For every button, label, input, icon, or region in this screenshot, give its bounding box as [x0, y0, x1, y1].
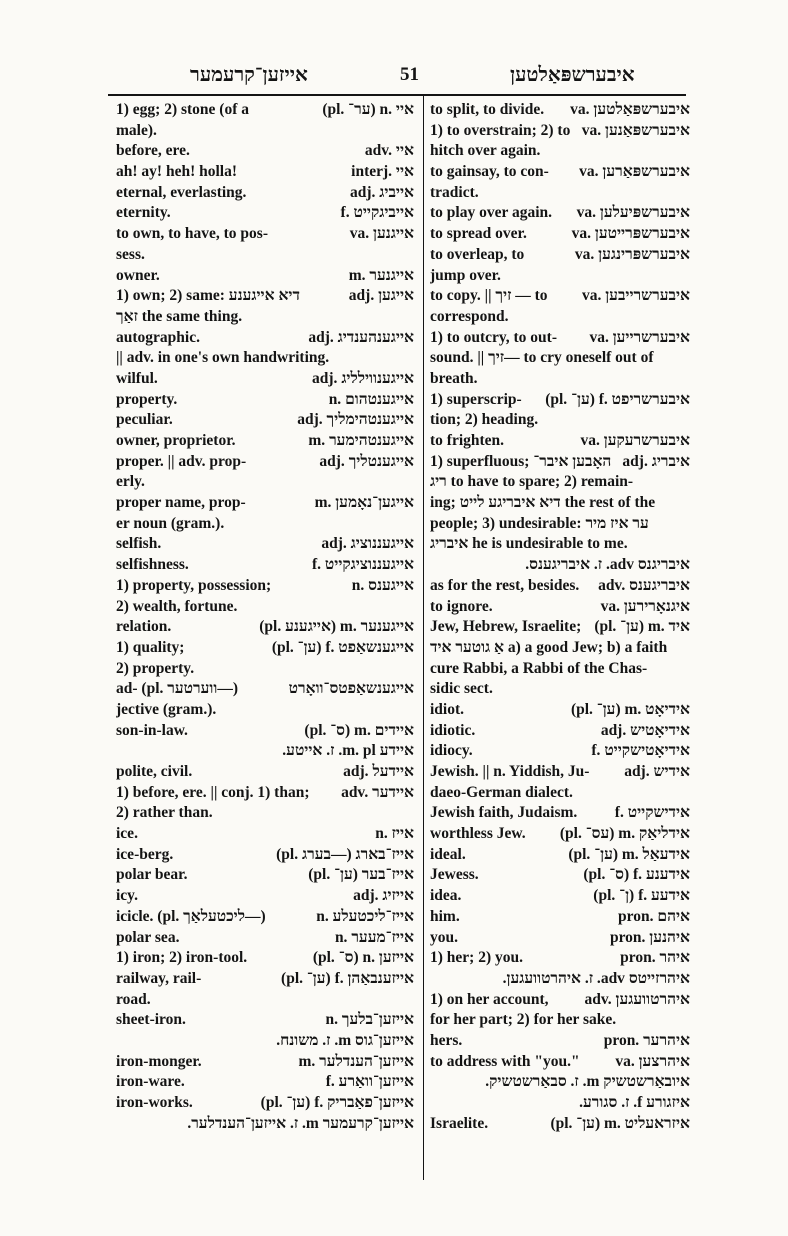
entry-line: [430, 659, 690, 680]
entry-line: [430, 307, 690, 328]
definition-text: 1) own; 2) same: דיא אייגענע: [116, 287, 300, 305]
headword: n. אייגענטהום: [328, 390, 414, 408]
definition-text: property.: [116, 390, 178, 408]
entry-line: [430, 1093, 690, 1114]
headword: (pl. ס־) f. אידענע: [583, 866, 690, 884]
definition-text: selfishness.: [116, 556, 189, 574]
entry-line: [430, 886, 690, 907]
definition-text: 2) property.: [116, 659, 195, 677]
right-column: [430, 100, 690, 1134]
entry-line: [116, 452, 414, 473]
headword: (pl. ן־) f. אידעע: [593, 887, 690, 905]
definition-text: to overleap, to: [430, 245, 525, 263]
entry-line: [116, 286, 414, 307]
entry-line: [116, 121, 414, 142]
definition-text: icicle. (pl. ליכטעלאַך—): [116, 907, 266, 925]
entry-line: [116, 1072, 414, 1093]
guide-word-left: אייזען־קרעמער: [190, 64, 308, 86]
headword: m. אייגענטהימער: [308, 432, 414, 449]
entry-line: [430, 721, 690, 742]
entry-line: [430, 452, 690, 473]
definition-text: 1) superscrip-: [430, 390, 522, 408]
headword: adv. איבריגענס: [598, 576, 690, 594]
definition-text: him.: [430, 907, 460, 925]
definition-text: proper name, prop-: [116, 494, 246, 512]
definition-text: Jewish faith, Judaism.: [430, 804, 578, 822]
headword-crossref: אייזען־גוס m. ז. משונח.: [276, 1031, 414, 1049]
entry-line: [430, 1031, 690, 1052]
definition-text: er noun (gram.).: [116, 514, 225, 532]
definition-text: to address with "you.": [430, 1052, 580, 1070]
headword: (pl. בערג—) אייז־בארג: [276, 845, 414, 863]
entry-line: [116, 203, 414, 224]
definition-text: tradict.: [430, 183, 479, 201]
definition-text: tion; 2) heading.: [430, 411, 539, 429]
headword: m. אייזען־הענדלער: [298, 1052, 414, 1070]
headword: (pl. ער־) n. איי: [322, 101, 414, 118]
entry-line: [430, 783, 690, 804]
entry-line: [430, 390, 690, 411]
definition-text: breath.: [430, 369, 478, 387]
definition-text: sound. || זיך— to cry oneself out of: [430, 349, 654, 367]
definition-text: to copy. || זיך — to: [430, 287, 548, 305]
definition-text: ice.: [116, 825, 138, 843]
entry-line: [116, 659, 414, 680]
entry-line: [116, 886, 414, 907]
headword: (pl. ען־) m. אידעאַל: [568, 845, 690, 863]
entry-line: [116, 721, 414, 742]
entry-line: [430, 514, 690, 535]
definition-text: ריג to have to spare; 2) remain-: [430, 473, 634, 491]
entry-line: [430, 472, 690, 493]
entry-line: [430, 328, 690, 349]
headword: n. אייז: [375, 825, 414, 843]
definition-text: before, ere.: [116, 142, 190, 160]
definition-text: ad- (pl. ווערטער—): [116, 680, 238, 698]
headword: n. אייז־מעער: [334, 928, 414, 946]
headword: n. אייזען־בלעך: [325, 1011, 414, 1029]
entry-line: [116, 762, 414, 783]
entry-line: [430, 410, 690, 431]
definition-text: 1) to overstrain; 2) to: [430, 121, 571, 139]
entry-line: [116, 783, 414, 804]
entry-line: [116, 865, 414, 886]
entry-line: [430, 928, 690, 949]
headword: (pl. ען־) אייז־בער: [308, 866, 414, 884]
definition-text: ing; דיא איבריגע לייט the rest of the: [430, 494, 656, 512]
entry-line: [430, 762, 690, 783]
headword: adj. איידעל: [343, 763, 414, 780]
entry-line: [116, 224, 414, 245]
headword: adj. אייגענהענדיג: [308, 328, 414, 346]
definition-text: wilful.: [116, 369, 158, 387]
headword: (pl. ען־) m. אידיאָט: [570, 700, 690, 718]
headword: adj. אייגענטהימליך: [297, 411, 414, 429]
entry-line: [430, 224, 690, 245]
headword: va. איבערשפּאַלטען: [570, 101, 690, 118]
definition-text: owner, proprietor.: [116, 432, 236, 449]
definition-text: 2) rather than.: [116, 804, 213, 822]
left-column: [116, 100, 414, 1134]
entry-line: [430, 990, 690, 1011]
entry-line: [116, 576, 414, 597]
definition-text: to gainsay, to con-: [430, 163, 549, 181]
entry-line: [430, 617, 690, 638]
headword: va. איבערשרעקען: [580, 432, 690, 449]
entry-line: [116, 803, 414, 824]
definition-text: to split, to divide.: [430, 101, 545, 118]
headword: va. איבערשפּאַרען: [579, 163, 690, 181]
headword: pron. איהם: [618, 907, 690, 925]
entry-line: [430, 845, 690, 866]
definition-text: for her part; 2) for her sake.: [430, 1011, 617, 1029]
entry-line: [116, 990, 414, 1011]
entry-line: [116, 348, 414, 369]
definition-text: ah! ay! heh! holla!: [116, 163, 237, 181]
guide-word-right: איבערשפּאַלטען: [510, 64, 635, 86]
entry-line: [430, 865, 690, 886]
entry-line: [116, 948, 414, 969]
headword: va. איבערשפּאַנען: [581, 121, 690, 139]
definition-text: to play over again.: [430, 204, 552, 222]
definition-text: selfish.: [116, 535, 162, 553]
definition-text: polar bear.: [116, 866, 188, 884]
definition-text: eternal, everlasting.: [116, 183, 247, 201]
headword: adj. אידיאָטיש: [600, 721, 690, 739]
headword: n. אייז־ליכטעלע: [316, 907, 414, 925]
entry-line: [430, 679, 690, 700]
header-rule: [108, 94, 686, 96]
headword: adv. איי: [364, 142, 414, 160]
entry-line: [116, 928, 414, 949]
entry-line: [116, 1052, 414, 1073]
entry-line: [430, 431, 690, 452]
headword: adj. אייגען: [348, 287, 414, 305]
entry-line: [116, 410, 414, 431]
headword: adj. אידיש: [624, 763, 690, 780]
entry-line: [430, 183, 690, 204]
entry-line: [430, 286, 690, 307]
definition-text: idiotic.: [430, 721, 476, 739]
entry-line: [430, 1010, 690, 1031]
definition-text: 1) iron; 2) iron-tool.: [116, 949, 248, 967]
definition-text: Jewess.: [430, 866, 479, 884]
entry-line: [116, 679, 414, 700]
definition-text: אַ גוטער איד a) a good Jew; b) a faith: [430, 638, 668, 656]
definition-text: road.: [116, 990, 151, 1008]
entry-line: [430, 969, 690, 990]
definition-text: correspond.: [430, 307, 509, 325]
definition-text: hitch over again.: [430, 142, 541, 160]
headword: va. איבערשפּיעלען: [576, 204, 690, 222]
headword: (pl. ען־) f. אייגענשאַפט: [271, 638, 414, 656]
headword: va. אייגנען: [349, 225, 414, 243]
entry-line: [116, 245, 414, 266]
headword: va. איהרצען: [615, 1052, 690, 1070]
definition-text: 1) on her account,: [430, 990, 549, 1008]
entry-line: [116, 1010, 414, 1031]
entry-line: [116, 100, 414, 121]
entry-line: [430, 803, 690, 824]
definition-text: 1) superfluous; האָבען איבר־: [430, 452, 612, 470]
headword: adj. אייגענווילליג: [312, 369, 414, 387]
entry-line: [116, 162, 414, 183]
entry-line: [116, 597, 414, 618]
entry-line: [116, 617, 414, 638]
headword: pron. איהנען: [609, 928, 690, 946]
definition-text: 1) egg; 2) stone (of a: [116, 101, 250, 118]
headword-crossref: איזגורע f. ז. סגורע.: [579, 1094, 690, 1111]
entry-line: [430, 348, 690, 369]
entry-line: [430, 576, 690, 597]
definition-text: זאַך the same thing.: [116, 307, 243, 325]
headword: f. אייביגקייט: [340, 204, 414, 222]
column-divider: [423, 96, 424, 1180]
entry-line: [116, 472, 414, 493]
headword: n. אייגענס: [351, 576, 414, 594]
definition-text: male).: [116, 121, 157, 139]
headword: m. אייגנער: [348, 266, 414, 284]
entry-line: [430, 369, 690, 390]
definition-text: you.: [430, 928, 458, 946]
headword: אייגענשאַפטס־וואָרט: [288, 680, 414, 698]
entry-line: [116, 493, 414, 514]
definition-text: to own, to have, to pos-: [116, 225, 268, 243]
headword: va. איבערשרייבען: [581, 287, 690, 305]
definition-text: iron-works.: [116, 1094, 193, 1111]
entry-line: [430, 1114, 690, 1135]
definition-text: jump over.: [430, 266, 501, 284]
definition-text: jective (gram.).: [116, 700, 217, 718]
definition-text: Jewish. || n. Yiddish, Ju-: [430, 763, 590, 780]
definition-text: sidic sect.: [430, 680, 493, 698]
definition-text: iron-monger.: [116, 1052, 202, 1070]
headword: adv. איהרטוועגען: [584, 990, 690, 1008]
definition-text: Jew, Hebrew, Israelite;: [430, 618, 582, 636]
definition-text: cure Rabbi, a Rabbi of the Chas-: [430, 659, 648, 677]
definition-text: hers.: [430, 1031, 463, 1049]
entry-line: [116, 845, 414, 866]
entry-line: [116, 741, 414, 762]
definition-text: relation.: [116, 618, 172, 636]
headword: (pl. עס־) m. אידליאַק: [559, 825, 690, 843]
definition-text: icy.: [116, 887, 138, 905]
entry-line: [116, 534, 414, 555]
definition-text: 1) to outcry, to out-: [430, 328, 557, 346]
entry-line: [430, 1052, 690, 1073]
headword: (pl. ען־) m. איד: [594, 618, 690, 636]
headword: adj. אייביג: [349, 183, 414, 201]
definition-text: 1) quality;: [116, 638, 185, 656]
headword: (pl. ען־) f. אייזען־פאַבריק: [260, 1094, 414, 1111]
entry-line: [430, 700, 690, 721]
headword: va. איבערשרייען: [589, 328, 690, 346]
headword: f. אייזען־וואַרע: [325, 1073, 414, 1091]
entry-line: [430, 638, 690, 659]
entry-line: [116, 1114, 414, 1135]
entry-line: [430, 141, 690, 162]
definition-text: 1) before, ere. || conj. 1) than;: [116, 783, 310, 801]
entry-line: [116, 514, 414, 535]
entry-line: [116, 638, 414, 659]
definition-text: 1) her; 2) you.: [430, 949, 523, 967]
entry-line: [430, 203, 690, 224]
entry-line: [116, 328, 414, 349]
page-number: 51: [400, 64, 419, 85]
entry-line: [430, 907, 690, 928]
entry-line: [116, 700, 414, 721]
definition-text: autographic.: [116, 328, 200, 346]
definition-text: idiocy.: [430, 742, 473, 760]
definition-text: sheet-iron.: [116, 1011, 186, 1029]
definition-text: Israelite.: [430, 1114, 489, 1132]
entry-line: [116, 369, 414, 390]
entry-line: [430, 824, 690, 845]
definition-text: to spread over.: [430, 225, 527, 243]
definition-text: sess.: [116, 245, 145, 263]
definition-text: to ignore.: [430, 597, 493, 615]
headword: (pl. ען־) f. אייזענבאַהן: [281, 969, 414, 987]
entry-line: [116, 431, 414, 452]
entry-line: [116, 969, 414, 990]
entry-line: [116, 183, 414, 204]
definition-text: proper. || adv. prop-: [116, 452, 247, 470]
definition-text: iron-ware.: [116, 1073, 185, 1091]
definition-text: polite, civil.: [116, 763, 193, 780]
entry-line: [430, 100, 690, 121]
definition-text: idea.: [430, 887, 462, 905]
definition-text: daeo-German dialect.: [430, 783, 573, 801]
headword: m. אייגען־נאָמען: [314, 494, 414, 512]
definition-text: 1) property, possession;: [116, 576, 272, 594]
headword-crossref: אייזען־קרעמער m. ז. אייזען־הענדלער.: [187, 1114, 414, 1132]
headword: f. אידיאָטישקייט: [591, 742, 690, 760]
definition-text: || adv. in one's own handwriting.: [116, 349, 330, 367]
definition-text: owner.: [116, 266, 160, 284]
headword: (pl. ען־) f. איבערשריפט: [545, 390, 690, 408]
entry-line: [430, 555, 690, 576]
entry-line: [430, 245, 690, 266]
entry-line: [430, 741, 690, 762]
headword: adj. אייזיג: [353, 887, 414, 905]
entry-line: [116, 307, 414, 328]
headword: pron. איהר: [620, 949, 690, 967]
definition-text: people; 3) undesirable: ער איז מיר: [430, 514, 649, 532]
headword: va. איבערשפּרינגען: [574, 245, 690, 263]
definition-text: polar sea.: [116, 928, 180, 946]
headword: interj. איי: [351, 163, 414, 181]
headword: f. אייגעננוציגקייט: [311, 556, 414, 574]
entry-line: [116, 141, 414, 162]
headword: (pl. אייגענע) m. אייגענער: [259, 618, 414, 636]
headword: adj. אייגעננוציג: [321, 535, 414, 553]
definition-text: eternity.: [116, 204, 171, 222]
headword: (pl. ס־) m. איידים: [304, 721, 414, 739]
entry-line: [430, 493, 690, 514]
definition-text: as for the rest, besides.: [430, 576, 580, 594]
entry-line: [430, 121, 690, 142]
headword: f. אידישקייט: [614, 804, 690, 822]
entry-line: [430, 162, 690, 183]
definition-text: idiot.: [430, 700, 465, 718]
definition-text: 2) wealth, fortune.: [116, 597, 238, 615]
headword-crossref: איהרזייטס adv. ז. איהרטוועגען.: [502, 969, 690, 987]
headword: adj. איבריג: [622, 452, 690, 470]
definition-text: ideal.: [430, 845, 466, 863]
headword: adj. אייגענטליך: [319, 452, 414, 470]
definition-text: son-in-law.: [116, 721, 188, 739]
definition-text: to frighten.: [430, 432, 505, 449]
headword-crossref: איבריגנס adv. ז. איבריגענס.: [525, 556, 690, 574]
definition-text: ice-berg.: [116, 845, 174, 863]
entry-line: [430, 597, 690, 618]
definition-text: worthless Jew.: [430, 825, 526, 843]
headword: va. איבערשפּרייטען: [571, 225, 690, 243]
headword: adv. איידער: [341, 783, 414, 801]
running-header: [0, 56, 788, 96]
entry-line: [116, 390, 414, 411]
entry-line: [116, 266, 414, 287]
entry-line: [430, 266, 690, 287]
headword-crossref: איידע m. pl. ז. אייטע.: [282, 742, 414, 760]
definition-text: erly.: [116, 473, 145, 491]
headword: va. איגנאָרירען: [600, 597, 690, 615]
entry-line: [430, 948, 690, 969]
headword: (pl. ען־) m. איזראעליט: [550, 1114, 690, 1132]
definition-text: railway, rail-: [116, 969, 202, 987]
entry-line: [430, 534, 690, 555]
entry-line: [430, 1072, 690, 1093]
definition-text: peculiar.: [116, 411, 173, 429]
entry-line: [116, 555, 414, 576]
entry-line: [116, 1031, 414, 1052]
headword-crossref: איובאַרשטשיק m. ז. סבאַרשטשיק.: [485, 1073, 690, 1091]
headword: pron. איהרער: [603, 1031, 690, 1049]
entry-line: [116, 907, 414, 928]
entry-line: [116, 824, 414, 845]
entry-line: [116, 1093, 414, 1114]
definition-text: איבריג he is undesirable to me.: [430, 535, 628, 553]
headword: (pl. ס־) n. אייזען: [312, 949, 414, 967]
